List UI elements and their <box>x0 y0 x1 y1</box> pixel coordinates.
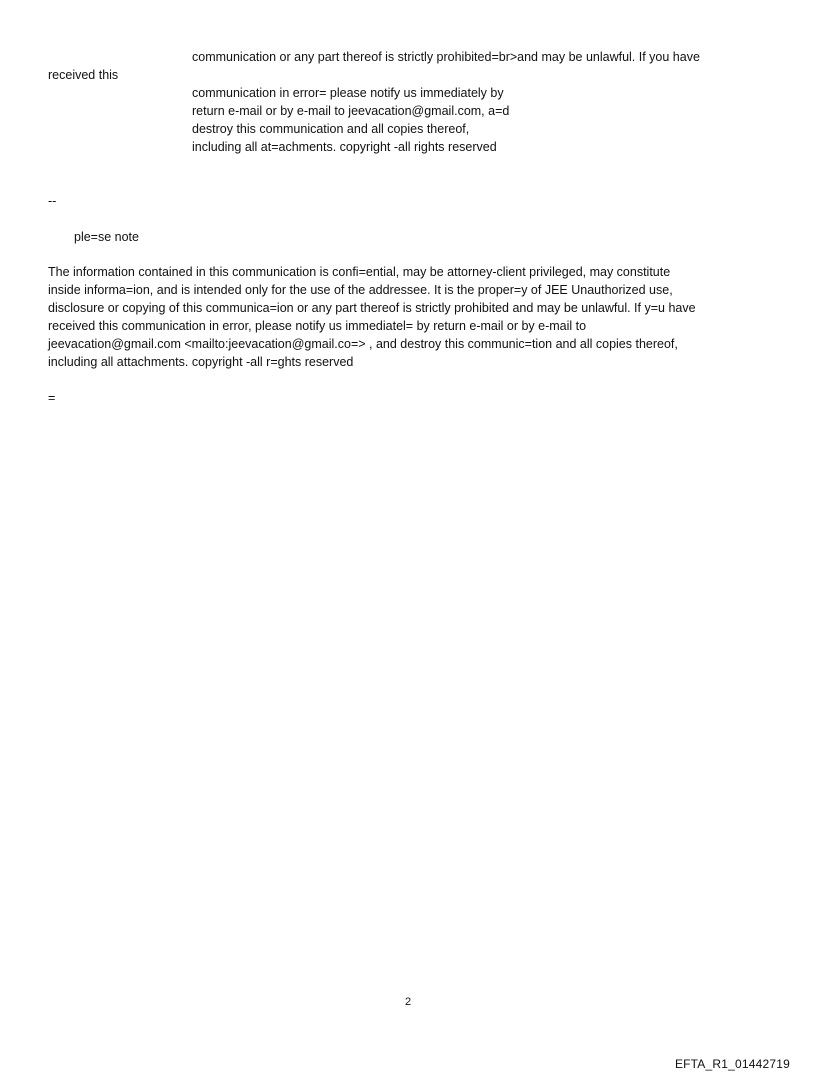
disclaimer-paragraph <box>48 263 696 371</box>
please-note-label: ple=se note <box>74 230 139 244</box>
page-number: 2 <box>404 996 412 1008</box>
disclaimer-line: including all attachments. copyright -all r=ghts reserved <box>48 355 354 369</box>
quoted-disclaimer-line-3: communication in error= please notify us immediately by <box>192 86 504 100</box>
document-id: EFTA_R1_01442719 <box>674 1057 790 1071</box>
signature-separator: -- <box>48 194 57 208</box>
disclaimer-line: The information contained in this communication is confi=ential, may be attorney-client privileged, may constitute <box>48 265 671 279</box>
disclaimer-line: received this communication in error, please notify us immediatel= by return e-mail or by e-mail to <box>48 319 587 333</box>
quoted-disclaimer-line-6: including all at=achments. copyright -all rights reserved <box>192 140 497 154</box>
quoted-disclaimer-line-5: destroy this communication and all copies thereof, <box>192 122 470 136</box>
quoted-disclaimer-line-2: received this <box>48 68 119 82</box>
disclaimer-line: disclosure or copying of this communica=ion or any part thereof is strictly prohibited and may be unlawful. If y=u have <box>48 301 696 315</box>
trailing-equals: = <box>48 391 56 405</box>
disclaimer-line: jeevacation@gmail.com <mailto:jeevacation@gmail.co=> , and destroy this communic=tion and all copies thereof, <box>48 337 678 351</box>
quoted-disclaimer-line-1: communication or any part thereof is strictly prohibited=br>and may be unlawful. If you have <box>192 50 700 64</box>
quoted-disclaimer-line-4: return e-mail or by e-mail to jeevacation@gmail.com, a=d <box>192 104 510 118</box>
disclaimer-line: inside informa=ion, and is intended only for the use of the addressee. It is the proper=y of JEE Unauthorized use, <box>48 283 673 297</box>
